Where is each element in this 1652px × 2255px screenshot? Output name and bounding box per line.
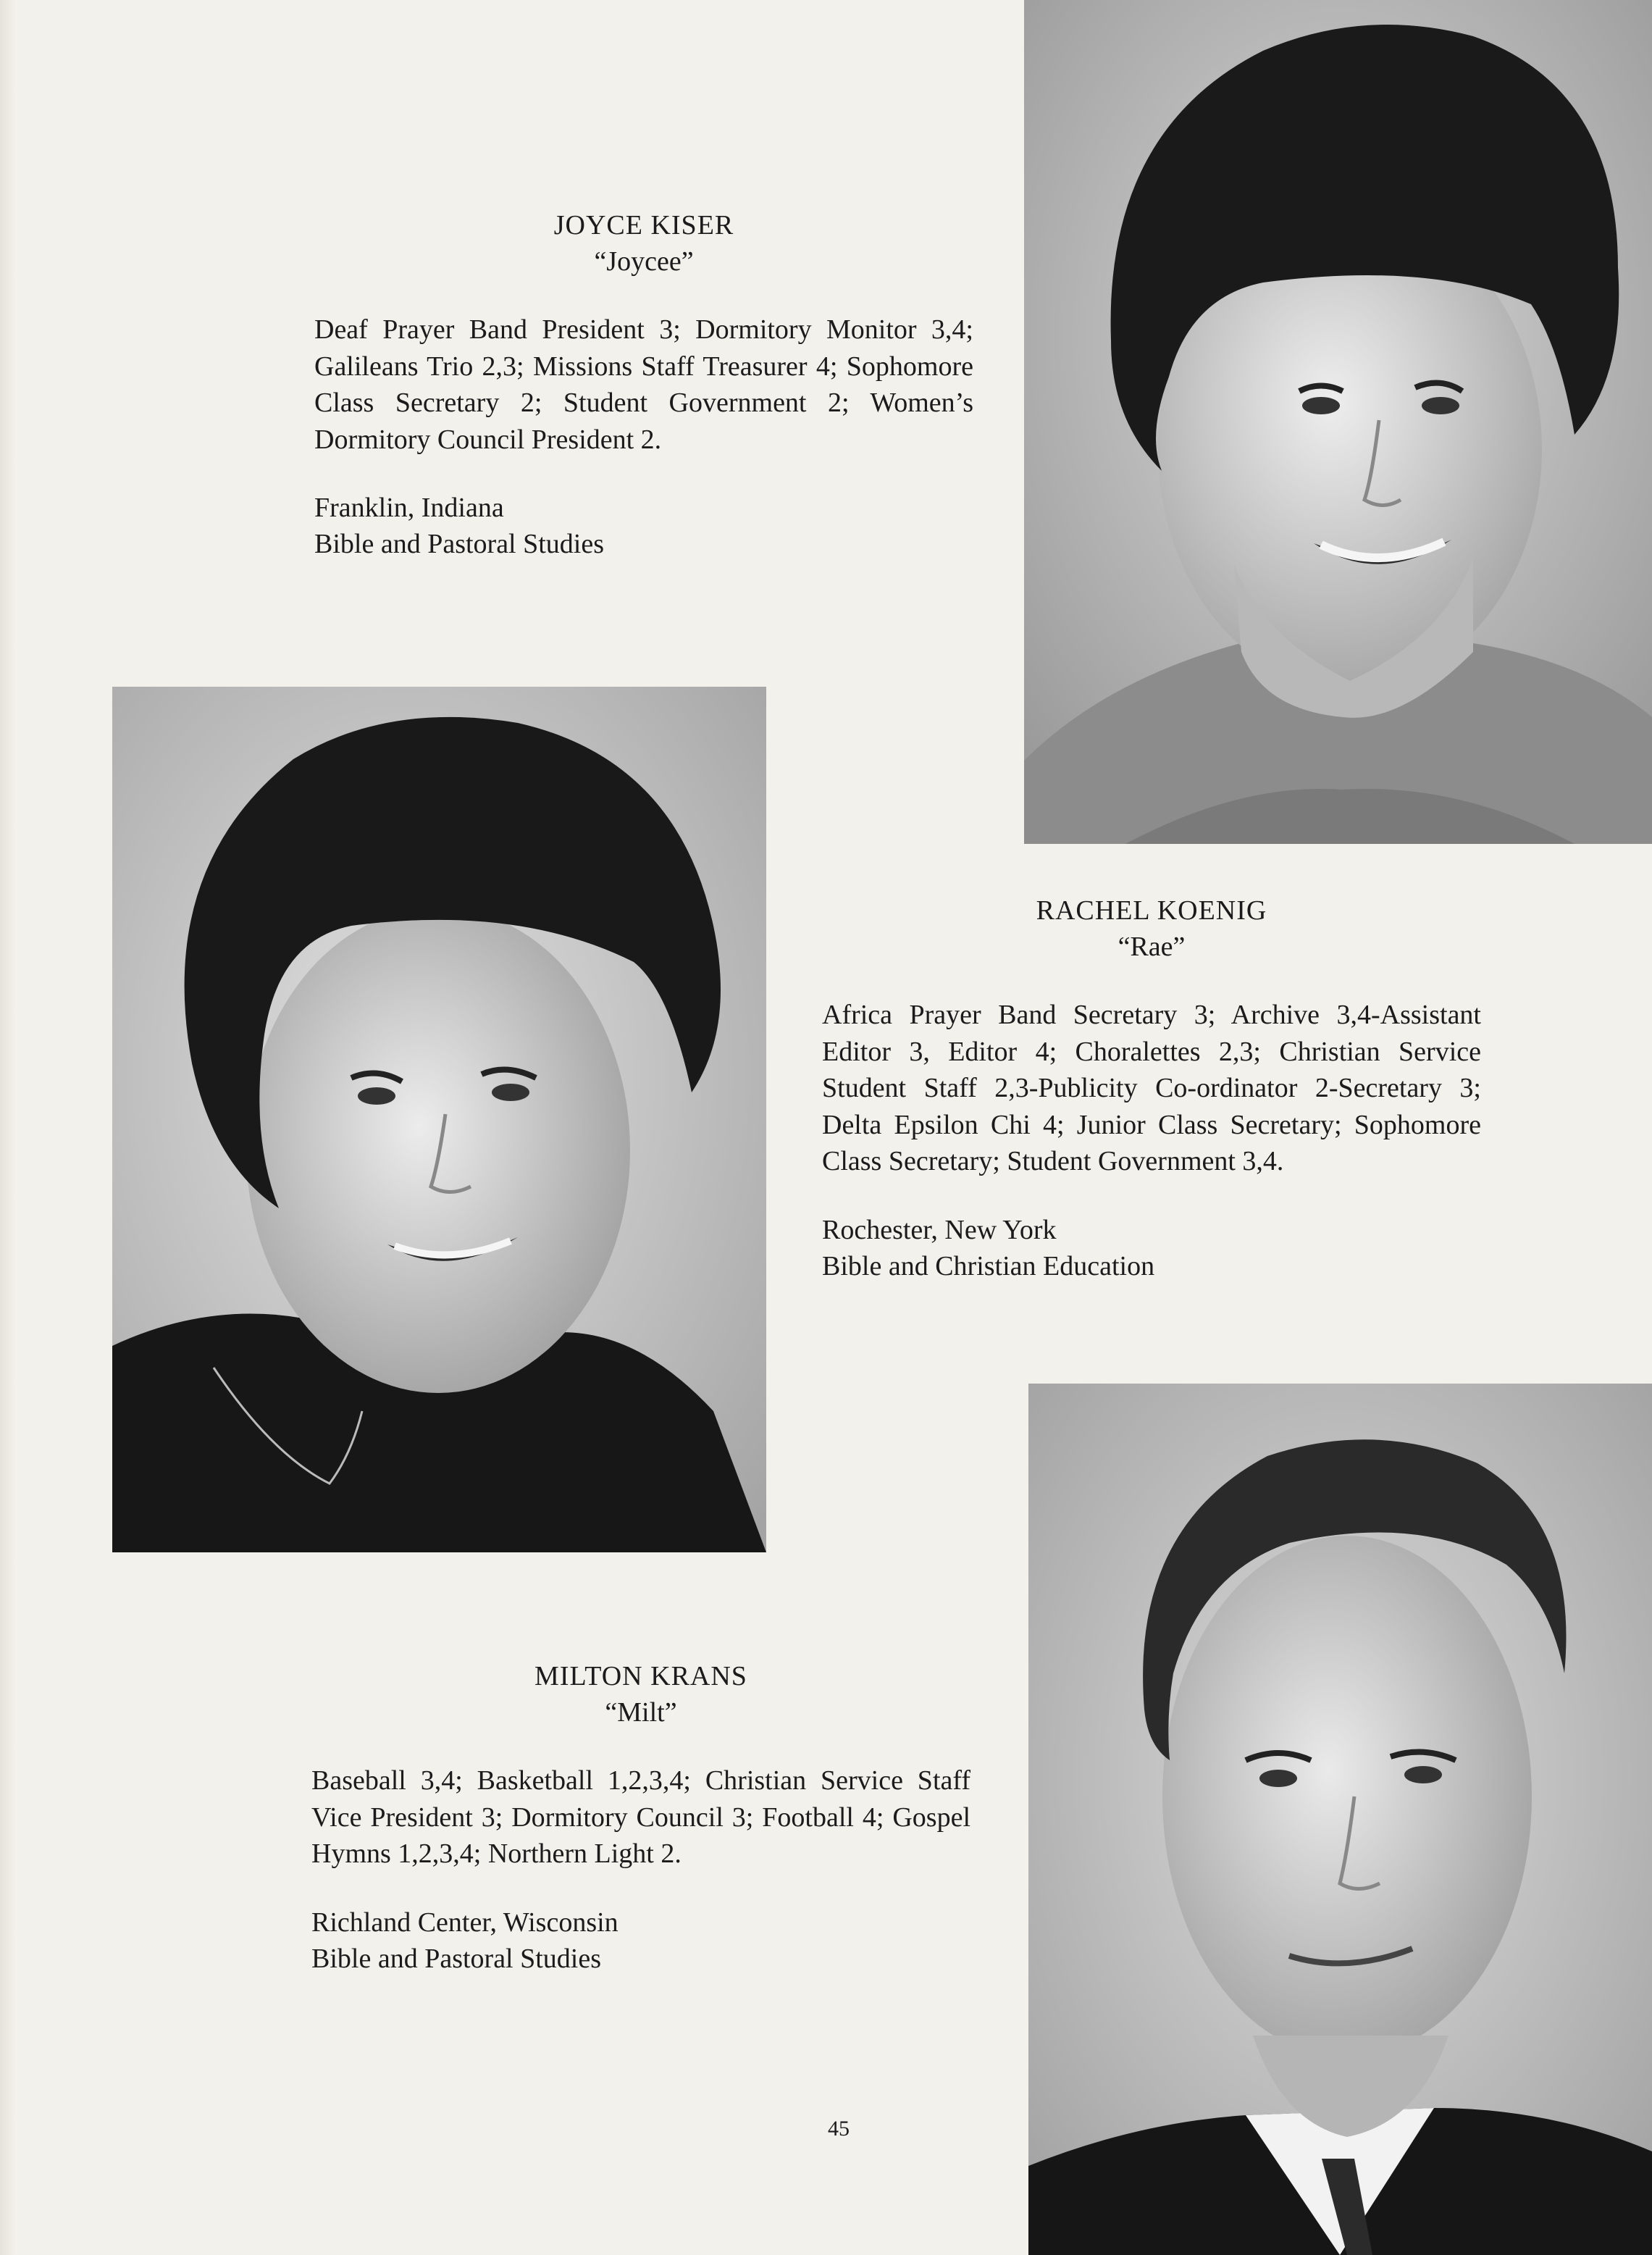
student-nickname: “Joycee” — [594, 246, 694, 277]
student-activities: Deaf Prayer Band President 3; Dormitory Monitor 3,4; Galileans Trio 2,3; Missions Staff Treasurer 4; Sophomore Class Secretary 2; Student Government 2; Women’s Dormitory Council President 2. — [314, 314, 973, 455]
portrait-photo-joyce-kiser — [1024, 0, 1652, 844]
student-major: Bible and Christian Education — [822, 1250, 1155, 1281]
student-activities: Baseball 3,4; Basketball 1,2,3,4; Christian Service Staff Vice President 3; Dormitory Council 3; Football 4; Gospel Hymns 1,2,3,4; Northern Light 2. — [311, 1765, 970, 1869]
student-hometown: Rochester, New York — [822, 1214, 1057, 1245]
student-entry-rachel-koenig — [822, 892, 1481, 1284]
student-entry-milton-krans — [311, 1658, 970, 1977]
student-home-and-major — [311, 1904, 970, 1977]
portrait-photo-milton-krans — [1028, 1384, 1652, 2255]
page-number: 45 — [828, 2117, 850, 2141]
student-hometown: Franklin, Indiana — [314, 493, 504, 523]
student-home-and-major — [822, 1212, 1481, 1284]
student-hometown: Richland Center, Wisconsin — [311, 1907, 619, 1938]
student-nickname: “Rae” — [1118, 932, 1186, 962]
student-name: RACHEL KOENIG — [1036, 895, 1267, 926]
student-nickname: “Milt” — [605, 1697, 677, 1728]
page-binding-edge — [0, 0, 16, 2255]
student-name: MILTON KRANS — [534, 1661, 747, 1691]
student-activities: Africa Prayer Band Secretary 3; Archive 3,4-Assistant Editor 3, Editor 4; Choralettes 2,3; Christian Service Student Staff 2,3-Publicity Co-ordinator 2-Secretary 3; Delta Epsilon Chi 4; Junior Class Secretary; Sophomore Class Secretary; Student Government 3,4. — [822, 1000, 1481, 1176]
student-major: Bible and Pastoral Studies — [314, 529, 605, 559]
student-home-and-major — [314, 490, 973, 562]
portrait-photo-rachel-koenig — [112, 687, 766, 1552]
student-entry-joyce-kiser — [314, 207, 973, 562]
student-major: Bible and Pastoral Studies — [311, 1943, 602, 1974]
student-name: JOYCE KISER — [553, 210, 734, 240]
